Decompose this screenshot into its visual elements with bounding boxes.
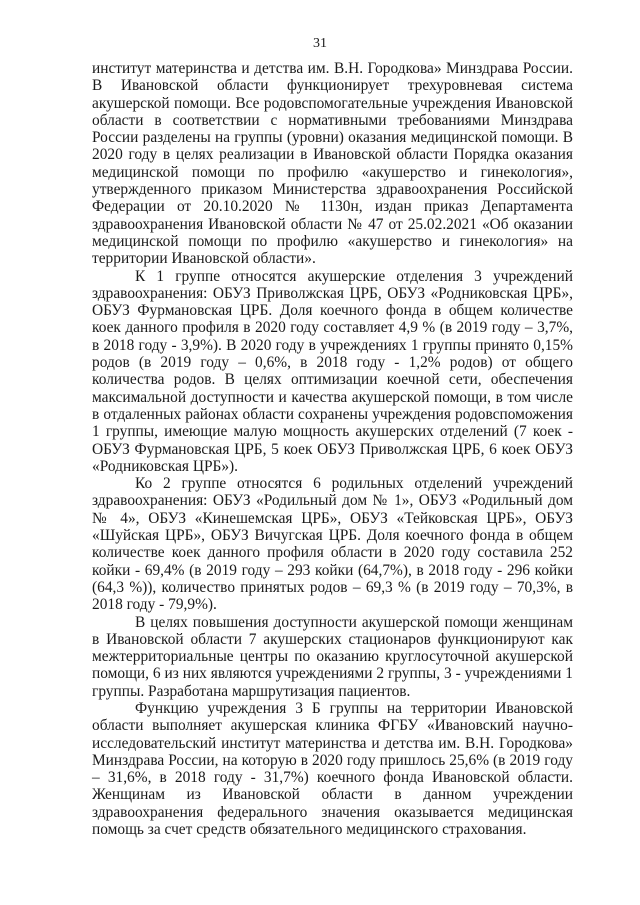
paragraph-interterritorial-centers: В целях повышения доступности акушерской помощи женщинам в Ивановской области 7 акушерских стационаров функционируют как межтерриториальные центры по оказанию круглосуточной акушерской помощи, 6 из них являются учреждениями 2 группы, 3 - учреждениями 1 группы. Разработана маршрутизация пациентов.	[92, 613, 573, 700]
paragraph-group-2: Ко 2 группе относятся 6 родильных отделений учреждений здравоохранения: ОБУЗ «Родильный дом № 1», ОБУЗ «Родильный дом № 4», ОБУЗ «Кинешемская ЦРБ», ОБУЗ «Тейковская ЦРБ», ОБУЗ «Шуйская ЦРБ», ОБУЗ Вичугская ЦРБ. Доля коечного фонда в общем количестве коек данного профиля области в 2020 году составила 252 койки - 69,4% (в 2019 году – 293 койки (64,7%), в 2018 году - 296 койки (64,3 %)), количество принятых родов – 69,3 % (в 2019 году – 70,3%, в 2018 году - 79,9%).	[92, 475, 573, 614]
page-number: 31	[313, 36, 327, 51]
paragraph-group-3b: Функцию учреждения 3 Б группы на территории Ивановской области выполняет акушерская клиника ФГБУ «Ивановский научно-исследовательский институт материнства и детства им. В.Н. Городкова» Минздрава России, на которую в 2020 году пришлось 25,6% (в 2019 году – 31,6%, в 2018 году - 31,7%) коечного фонда Ивановской области. Женщинам из Ивановской области в данном учреждении здравоохранения федерального значения оказывается медицинская помощь за счет средств обязательного медицинского страхования.	[92, 699, 573, 839]
paragraph-continuation: институт материнства и детства им. В.Н. Городкова» Минздрава России. В Ивановской области функционирует трехуровневая система акушерской помощи. Все родовспомогательные учреждения Ивановской области в соответствии с нормативными требованиями Минздрава России разделены на группы (уровни) оказания медицинской помощи. В 2020 году в целях реализации в Ивановской области Порядка оказания медицинской помощи по профилю «акушерство и гинекология», утвержденного приказом Министерства здравоохранения Российской Федерации от 20.10.2020 № 1130н, издан приказ Департамента здравоохранения Ивановской области № 47 от 25.02.2021 «Об оказании медицинской помощи по профилю «акушерство и гинекология» на территории Ивановской области».	[92, 60, 573, 268]
body-text	[92, 60, 573, 838]
paragraph-group-1: К 1 группе относятся акушерские отделения 3 учреждений здравоохранения: ОБУЗ Приволжская ЦРБ, ОБУЗ «Родниковская ЦРБ», ОБУЗ Фурмановская ЦРБ. Доля коечного фонда в общем количестве коек данного профиля в 2020 году составляет 4,9 % (в 2019 году – 3,7%, в 2018 году - 3,9%). В 2020 году в учреждениях 1 группы принято 0,15% родов (в 2019 году – 0,6%, в 2018 году - 1,2% родов) от общего количества родов. В целях оптимизации коечной сети, обеспечения максимальной доступности и качества акушерской помощи, в том числе в отдаленных районах области сохранены учреждения родовспоможения 1 группы, имеющие малую мощность акушерских отделений (7 коек - ОБУЗ Фурмановская ЦРБ, 5 коек ОБУЗ Приволжская ЦРБ, 6 коек ОБУЗ «Родниковская ЦРБ»).	[92, 267, 573, 475]
